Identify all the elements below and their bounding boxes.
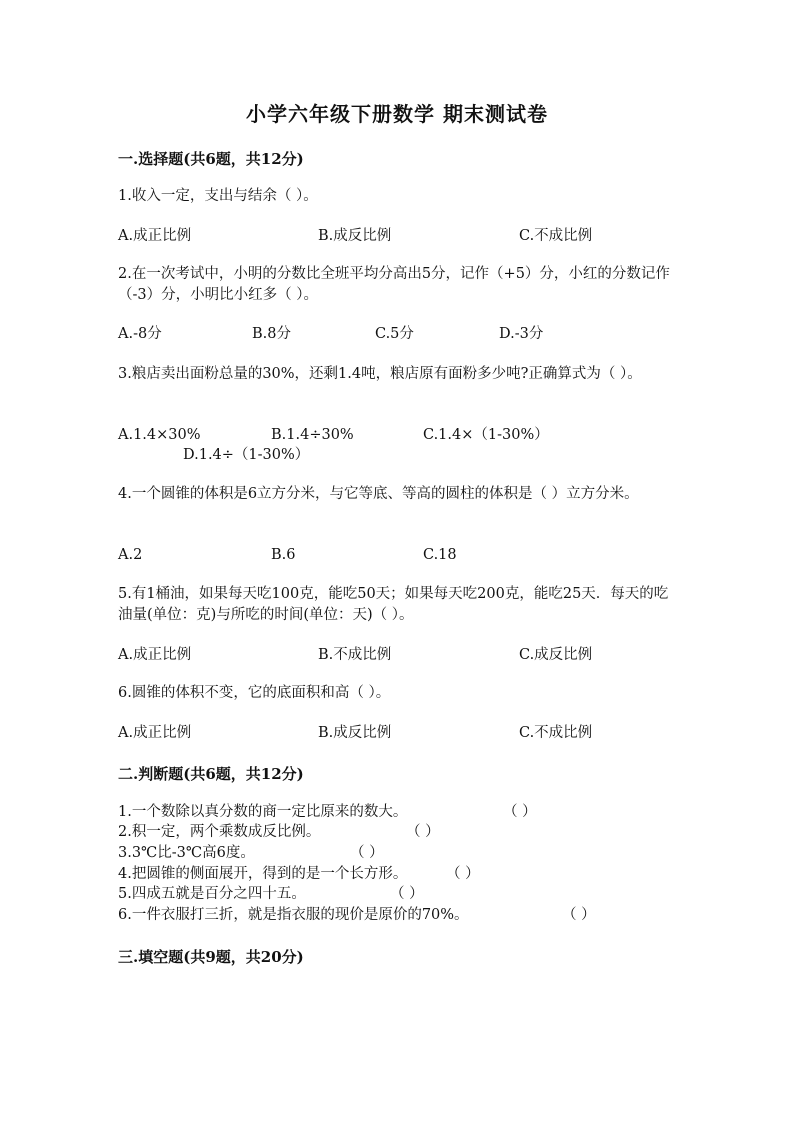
choice-q3-option-b: B.1.4÷30%: [271, 427, 354, 443]
choice-q5-option-c: C.成反比例: [519, 647, 593, 663]
choice-q2-option-d: D.-3分: [499, 326, 544, 342]
exam-title: 小学六年级下册数学 期末测试卷: [246, 102, 548, 126]
judgment-item-6-paren: （ ）: [562, 907, 596, 923]
choice-q6-option-a: A.成正比例: [118, 725, 192, 741]
judgment-item-3: 3.3℃比-3℃高6度。: [118, 845, 255, 861]
choice-question-3: 3.粮店卖出面粉总量的30%，还剩1.4吨，粮店原有面粉多少吨?正确算式为（ ）。: [118, 366, 642, 382]
judgment-item-6: 6.一件衣服打三折，就是指衣服的现价是原价的70%。: [118, 907, 469, 923]
choice-q1-option-c: C.不成比例: [519, 228, 593, 244]
choice-q4-option-a: A.2: [118, 547, 143, 563]
choice-q2-option-b: B.8分: [252, 326, 291, 342]
judgment-item-3-paren: （ ）: [350, 845, 384, 861]
choice-question-6: 6.圆锥的体积不变，它的底面积和高（ ）。: [118, 685, 391, 701]
judgment-item-5: 5.四成五就是百分之四十五。: [118, 886, 306, 902]
judgment-item-1-paren: （ ）: [503, 804, 537, 820]
choice-question-1: 1.收入一定，支出与结余（ ）。: [118, 188, 318, 204]
choice-q5-option-a: A.成正比例: [118, 647, 192, 663]
choice-q4-option-c: C.18: [423, 547, 457, 563]
section-heading-fill-blank: 三.填空题(共9题，共20分): [118, 948, 304, 966]
choice-q3-option-c: C.1.4×（1-30%）: [423, 427, 549, 443]
judgment-item-4: 4.把圆锥的侧面展开，得到的是一个长方形。: [118, 866, 408, 882]
choice-question-4: 4.一个圆锥的体积是6立方分米，与它等底、等高的圆柱的体积是（ ）立方分米。: [118, 486, 639, 502]
judgment-item-5-paren: （ ）: [390, 886, 424, 902]
choice-q3-option-d: D.1.4÷（1-30%）: [183, 447, 310, 463]
choice-q2-option-a: A.-8分: [118, 326, 162, 342]
choice-q6-option-c: C.不成比例: [519, 725, 593, 741]
choice-q3-option-a: A.1.4×30%: [118, 427, 201, 443]
judgment-item-2-paren: （ ）: [406, 824, 440, 840]
choice-q5-option-b: B.不成比例: [318, 647, 392, 663]
choice-question-2: 2.在一次考试中，小明的分数比全班平均分高出5分，记作（+5）分，小红的分数记作（-3）分，小明比小红多（ ）。: [118, 266, 670, 303]
judgment-item-1: 1.一个数除以真分数的商一定比原来的数大。: [118, 804, 408, 820]
judgment-item-4-paren: （ ）: [446, 866, 480, 882]
choice-q6-option-b: B.成反比例: [318, 725, 392, 741]
choice-q2-option-c: C.5分: [375, 326, 414, 342]
section-heading-choice: 一.选择题(共6题，共12分): [118, 150, 304, 168]
judgment-item-2: 2.积一定，两个乘数成反比例。: [118, 824, 321, 840]
choice-q1-option-b: B.成反比例: [318, 228, 392, 244]
choice-q4-option-b: B.6: [271, 547, 296, 563]
choice-question-5: 5.有1桶油，如果每天吃100克，能吃50天；如果每天吃200克，能吃25天．每天的吃油量(单位：克)与所吃的时间(单位：天)（ ）。: [118, 586, 669, 623]
section-heading-judgment: 二.判断题(共6题，共12分): [118, 765, 304, 783]
choice-q1-option-a: A.成正比例: [118, 228, 192, 244]
